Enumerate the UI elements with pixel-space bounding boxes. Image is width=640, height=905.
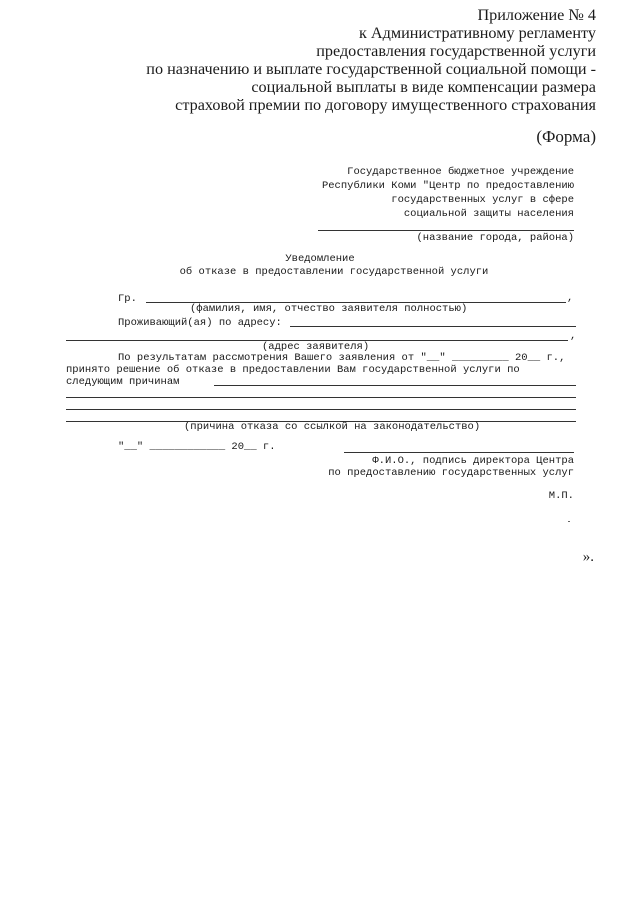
decision-line-2: принято решение об отказе в предоставлении Вам государственной услуги по: [66, 364, 520, 376]
signature-caption-2: по предоставлению государственных услуг: [328, 467, 574, 479]
header-line: по назначению и выплате государственной социальной помощи -: [146, 60, 596, 78]
city-caption: (название города, района): [416, 232, 574, 244]
residence-label: Проживающий(ая) по адресу:: [118, 317, 282, 329]
reason-caption: (причина отказа со ссылкой на законодательство): [184, 421, 481, 433]
signature-date: "__" ____________ 20__ г.: [118, 441, 276, 453]
decision-line-3: следующим причинам: [66, 376, 180, 388]
institution-line: государственных услуг в сфере: [391, 194, 574, 206]
signature-caption-1: Ф.И.О., подпись директора Центра: [372, 455, 574, 467]
reason-line-1: [214, 385, 576, 386]
applicant-name-caption: (фамилия, имя, отчество заявителя полностью): [190, 303, 468, 315]
header-line: к Административному регламенту: [358, 24, 596, 42]
institution-line: Республики Коми "Центр по предоставлению: [321, 180, 574, 192]
scan-speck: [568, 521, 570, 522]
closing-mark: ».: [582, 549, 594, 565]
reason-line-2: [66, 397, 576, 398]
form-label: (Форма): [536, 127, 596, 146]
reason-line-3: [66, 409, 576, 410]
decision-line-1: По результатам рассмотрения Вашего заявления от "__" _________ 20__ г.,: [118, 352, 566, 364]
stamp-label: М.П.: [548, 490, 574, 502]
notice-title: Уведомление: [285, 253, 355, 265]
appendix-number: Приложение № 4: [477, 6, 596, 24]
address-line-1: [290, 326, 576, 327]
header-line: страховой премии по договору имущественного страхования: [175, 96, 596, 114]
city-line: [318, 230, 574, 231]
comma: ,: [567, 292, 574, 304]
signature-line: [344, 452, 574, 453]
address-caption: (адрес заявителя): [262, 341, 370, 353]
institution-line: социальной защиты населения: [403, 208, 574, 220]
comma: ,: [570, 330, 577, 342]
header-line: социальной выплаты в виде компенсации размера: [251, 78, 596, 96]
notice-subtitle: об отказе в предоставлении государственной услуги: [179, 266, 489, 278]
institution-line: Государственное бюджетное учреждение: [347, 166, 574, 178]
applicant-prefix: Гр.: [118, 293, 137, 305]
header-line: предоставления государственной услуги: [316, 42, 596, 60]
